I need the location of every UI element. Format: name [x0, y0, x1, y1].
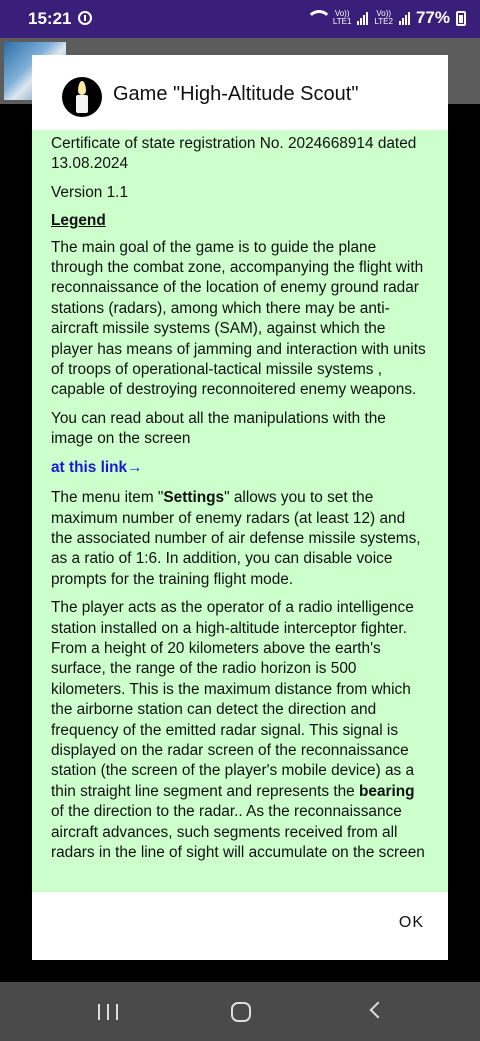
- status-bar: [0, 0, 480, 38]
- settings-bold: Settings: [163, 489, 225, 507]
- dialog-header: [32, 55, 448, 130]
- back-icon[interactable]: [370, 1002, 387, 1019]
- wifi-icon: [305, 10, 327, 26]
- operator-text-post: of the direction to the radar.. As the reconnaissance aircraft advances, such segments received from all radars in the line of sight will accumulate on the screen: [51, 803, 425, 861]
- settings-paragraph: [51, 488, 429, 590]
- lte1-label: Vo)) LTE1: [332, 9, 352, 26]
- bearing-bold: bearing: [359, 782, 415, 800]
- version-text: Version 1.1: [51, 183, 129, 201]
- status-icons: [305, 8, 466, 28]
- battery-icon: [456, 11, 466, 26]
- about-dialog: [32, 55, 448, 960]
- certificate-text: Certificate of state registration No. 2024668914 dated 13.08.2024: [51, 135, 417, 173]
- signal-icon: [357, 11, 368, 25]
- recent-apps-icon[interactable]: [98, 1004, 118, 1020]
- ok-button[interactable]: OK: [398, 914, 424, 931]
- manipulations-paragraph: You can read about all the manipulations with the image on the screen: [51, 409, 386, 448]
- settings-text-pre: The menu item ": [51, 489, 164, 507]
- intro-paragraph: The main goal of the game is to guide the plane through the combat zone, accompanying the flight with reconnaissance of the location of enemy ground radar stations (radars), among which there may be anti-aircraft missile systems (SAM), against which the player has means of jamming and interaction with units of troops of operational-tactical missile systems , capable of destroying reconnoitered enemy weapons.: [51, 238, 426, 399]
- navigation-bar: [0, 982, 480, 1041]
- signal-icon: [399, 11, 410, 25]
- settings-text-post: " allows you to set the maximum number of enemy radars (at least 12) and the associated number of air defense missile systems, as a ratio of 1:6. In addition, you can disable voice prompts for the training flight mode.: [51, 489, 421, 588]
- status-time: 15:21: [28, 9, 72, 28]
- dialog-title: Game "High-Altitude Scout": [113, 83, 359, 105]
- candle-icon: [62, 77, 102, 117]
- operator-text-pre: The player acts as the operator of a radio intelligence station installed on a high-altitude interceptor fighter. From a height of 20 kilometers above the earth's surface, the range of the radio horizon is 500 kilometers. This is the maximum distance from which the airborne station can detect the direction and frequency of the emitted radar signal. This signal is displayed on the radar screen of the reconnaissance station (the screen of the player's mobile device) as a thin straight line segment and represents the: [51, 599, 415, 800]
- notification-icon: [78, 11, 92, 25]
- dialog-footer: [32, 892, 448, 960]
- operator-paragraph: [51, 598, 429, 863]
- legend-heading: Legend: [51, 212, 106, 230]
- lte2-label: Vo)) LTE2: [374, 9, 393, 26]
- battery-percent: 77%: [415, 8, 450, 27]
- dialog-content[interactable]: [32, 130, 448, 892]
- home-icon[interactable]: [231, 1002, 251, 1022]
- manipulations-link[interactable]: at this link→: [51, 458, 143, 476]
